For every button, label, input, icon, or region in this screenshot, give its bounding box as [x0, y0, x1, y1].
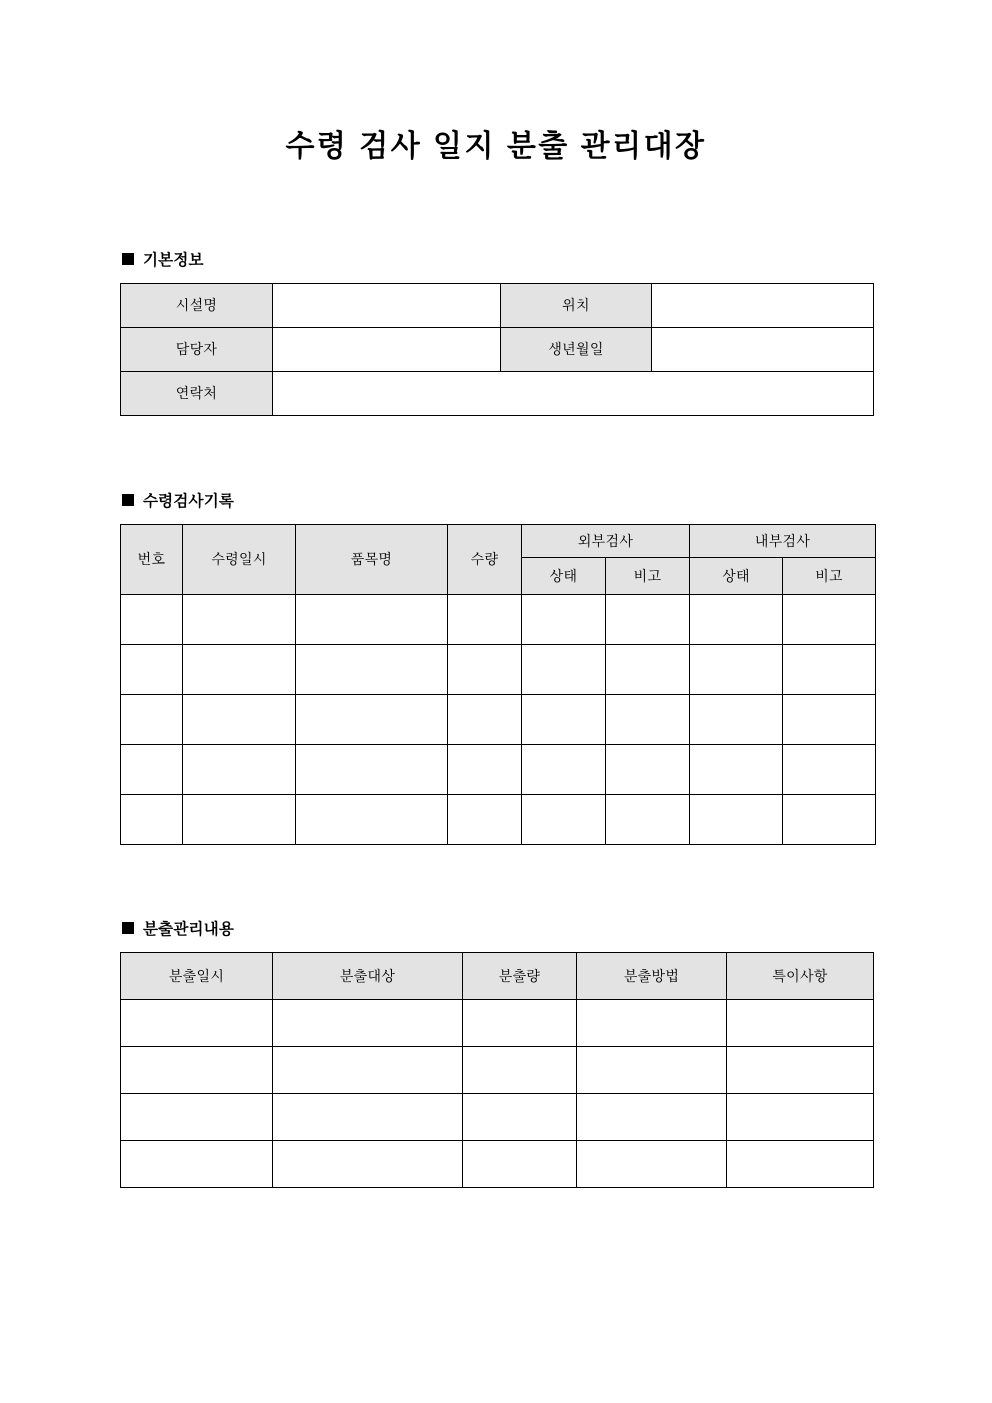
table-header-row — [121, 952, 874, 999]
cell-external-status[interactable] — [522, 644, 606, 694]
cell-discharge-method[interactable] — [577, 1046, 727, 1093]
cell-discharge-amount[interactable] — [463, 1046, 577, 1093]
column-header-discharge-target: 분출대상 — [273, 952, 463, 999]
cell-quantity[interactable] — [448, 594, 522, 644]
cell-internal-status[interactable] — [690, 594, 783, 644]
label-birthdate: 생년월일 — [501, 327, 652, 371]
filled-square-icon — [122, 253, 134, 265]
cell-item-name[interactable] — [296, 644, 448, 694]
label-facility-name: 시설명 — [121, 283, 273, 327]
section-spacer-2 — [120, 845, 872, 917]
cell-quantity[interactable] — [448, 694, 522, 744]
cell-discharge-datetime[interactable] — [121, 1046, 273, 1093]
cell-external-status[interactable] — [522, 744, 606, 794]
cell-discharge-target[interactable] — [273, 1140, 463, 1187]
cell-item-name[interactable] — [296, 594, 448, 644]
section-heading-receiving-inspection — [122, 489, 872, 511]
table-row — [121, 1046, 874, 1093]
table-row — [121, 371, 874, 415]
cell-internal-status[interactable] — [690, 644, 783, 694]
table-row — [121, 644, 876, 694]
cell-no[interactable] — [121, 744, 183, 794]
table-row — [121, 999, 874, 1046]
cell-receive-datetime[interactable] — [183, 594, 296, 644]
cell-discharge-amount[interactable] — [463, 1093, 577, 1140]
value-location[interactable] — [652, 283, 874, 327]
column-header-no: 번호 — [121, 524, 183, 594]
section-heading-basic-info — [122, 248, 872, 270]
filled-square-icon — [122, 494, 134, 506]
column-header-discharge-notes: 특이사항 — [727, 952, 874, 999]
column-header-external-remarks: 비고 — [606, 557, 690, 594]
table-header-row — [121, 524, 876, 557]
cell-discharge-method[interactable] — [577, 1140, 727, 1187]
cell-quantity[interactable] — [448, 644, 522, 694]
section-discharge-management — [120, 917, 872, 1188]
cell-no[interactable] — [121, 594, 183, 644]
cell-discharge-target[interactable] — [273, 1093, 463, 1140]
cell-external-remarks[interactable] — [606, 744, 690, 794]
column-header-quantity: 수량 — [448, 524, 522, 594]
cell-external-status[interactable] — [522, 594, 606, 644]
column-header-discharge-method: 분출방법 — [577, 952, 727, 999]
cell-internal-remarks[interactable] — [783, 594, 876, 644]
table-row — [121, 594, 876, 644]
cell-discharge-notes[interactable] — [727, 1140, 874, 1187]
section-heading-label: 기본정보 — [143, 251, 204, 269]
cell-discharge-notes[interactable] — [727, 999, 874, 1046]
cell-discharge-target[interactable] — [273, 999, 463, 1046]
cell-internal-status[interactable] — [690, 794, 783, 844]
table-row — [121, 744, 876, 794]
cell-discharge-notes[interactable] — [727, 1093, 874, 1140]
cell-discharge-amount[interactable] — [463, 1140, 577, 1187]
section-heading-label: 수령검사기록 — [143, 492, 235, 510]
cell-quantity[interactable] — [448, 744, 522, 794]
cell-receive-datetime[interactable] — [183, 694, 296, 744]
column-header-external-status: 상태 — [522, 557, 606, 594]
cell-discharge-amount[interactable] — [463, 999, 577, 1046]
cell-internal-remarks[interactable] — [783, 694, 876, 744]
cell-internal-status[interactable] — [690, 744, 783, 794]
discharge-management-table — [120, 952, 874, 1188]
cell-no[interactable] — [121, 694, 183, 744]
cell-internal-status[interactable] — [690, 694, 783, 744]
cell-discharge-notes[interactable] — [727, 1046, 874, 1093]
cell-external-remarks[interactable] — [606, 694, 690, 744]
page-title: 수령 검사 일지 분출 관리대장 — [285, 130, 707, 163]
cell-internal-remarks[interactable] — [783, 794, 876, 844]
cell-external-remarks[interactable] — [606, 794, 690, 844]
value-facility-name[interactable] — [273, 283, 501, 327]
table-row — [121, 794, 876, 844]
cell-receive-datetime[interactable] — [183, 644, 296, 694]
cell-item-name[interactable] — [296, 794, 448, 844]
cell-discharge-method[interactable] — [577, 999, 727, 1046]
table-row — [121, 694, 876, 744]
cell-item-name[interactable] — [296, 744, 448, 794]
basic-info-table — [120, 283, 874, 416]
section-spacer-1 — [120, 416, 872, 489]
column-header-discharge-amount: 분출량 — [463, 952, 577, 999]
cell-quantity[interactable] — [448, 794, 522, 844]
cell-discharge-datetime[interactable] — [121, 1140, 273, 1187]
value-birthdate[interactable] — [652, 327, 874, 371]
column-group-header-internal-inspection: 내부검사 — [690, 524, 876, 557]
section-heading-label: 분출관리내용 — [143, 920, 235, 938]
cell-discharge-method[interactable] — [577, 1093, 727, 1140]
section-basic-info — [120, 248, 872, 416]
column-header-internal-status: 상태 — [690, 557, 783, 594]
label-location: 위치 — [501, 283, 652, 327]
section-receiving-inspection — [120, 489, 872, 845]
cell-no[interactable] — [121, 644, 183, 694]
cell-external-remarks[interactable] — [606, 594, 690, 644]
cell-discharge-datetime[interactable] — [121, 1093, 273, 1140]
title-spacer — [120, 166, 872, 248]
cell-discharge-datetime[interactable] — [121, 999, 273, 1046]
label-person-in-charge: 담당자 — [121, 327, 273, 371]
cell-external-status[interactable] — [522, 794, 606, 844]
table-row — [121, 327, 874, 371]
cell-external-status[interactable] — [522, 694, 606, 744]
table-row — [121, 1140, 874, 1187]
table-row — [121, 283, 874, 327]
value-person-in-charge[interactable] — [273, 327, 501, 371]
column-header-item-name: 품목명 — [296, 524, 448, 594]
section-heading-discharge-management — [122, 917, 872, 939]
table-row — [121, 1093, 874, 1140]
cell-discharge-target[interactable] — [273, 1046, 463, 1093]
receiving-inspection-table — [120, 524, 876, 845]
cell-no[interactable] — [121, 794, 183, 844]
column-group-header-external-inspection: 외부검사 — [522, 524, 690, 557]
value-contact[interactable] — [273, 371, 874, 415]
cell-receive-datetime[interactable] — [183, 744, 296, 794]
cell-receive-datetime[interactable] — [183, 794, 296, 844]
column-header-internal-remarks: 비고 — [783, 557, 876, 594]
filled-square-icon — [122, 922, 134, 934]
cell-external-remarks[interactable] — [606, 644, 690, 694]
cell-internal-remarks[interactable] — [783, 744, 876, 794]
cell-internal-remarks[interactable] — [783, 644, 876, 694]
column-header-discharge-datetime: 분출일시 — [121, 952, 273, 999]
column-header-receive-datetime: 수령일시 — [183, 524, 296, 594]
label-contact: 연락처 — [121, 371, 273, 415]
cell-item-name[interactable] — [296, 694, 448, 744]
